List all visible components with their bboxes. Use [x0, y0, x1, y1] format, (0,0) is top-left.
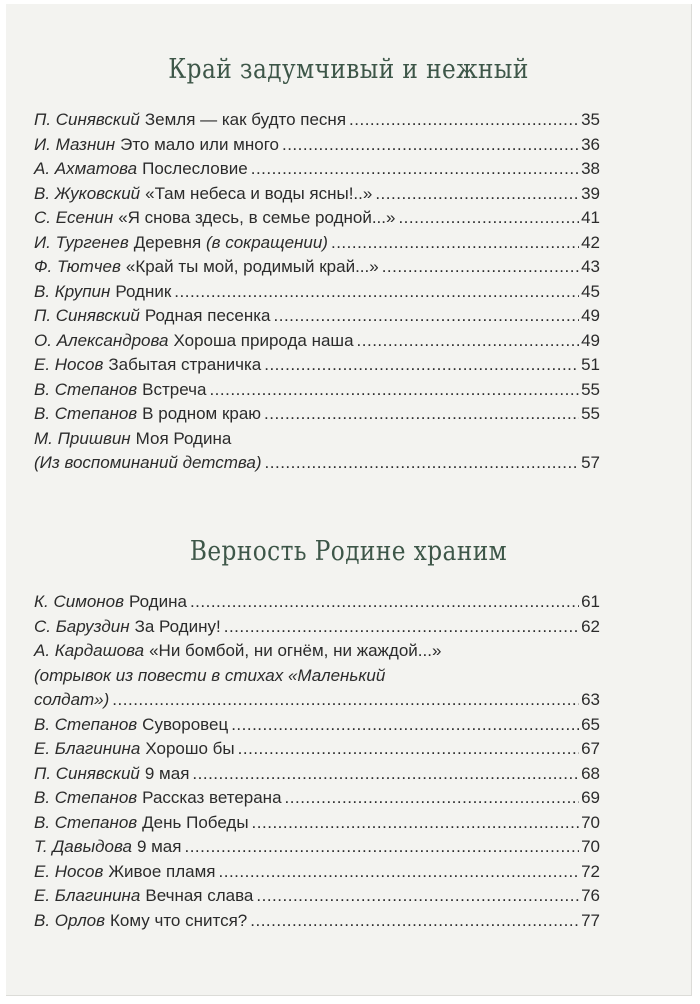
entry-title: Встреча	[142, 379, 207, 399]
entry-author: Е. Носов	[34, 355, 104, 374]
entry-page: 63	[581, 690, 600, 709]
section-title-1: Край задумчивый и нежный	[168, 54, 529, 85]
entry-page: 43	[581, 257, 600, 276]
entry-title	[134, 233, 328, 253]
entry-title: Забытая страничка	[108, 355, 262, 374]
toc-entry	[34, 641, 600, 666]
entry-title: Родина	[129, 592, 187, 611]
entry-page: 62	[581, 616, 600, 636]
entry-page: 77	[581, 910, 600, 930]
entry-page: 76	[581, 886, 600, 905]
toc-entry	[34, 764, 600, 789]
entry-page: 57	[581, 453, 600, 472]
toc-entry	[34, 429, 600, 454]
entry-author: И. Мазнин	[34, 134, 116, 154]
toc-entry	[34, 208, 600, 233]
toc-entry	[34, 306, 600, 331]
toc-entry	[34, 282, 600, 307]
entry-author: Т. Давыдова	[34, 837, 132, 856]
leader-dots	[190, 592, 579, 612]
entry-title: Это мало или много	[120, 134, 279, 154]
entry-author: Е. Благинина	[34, 739, 141, 758]
toc-entry	[34, 886, 600, 911]
entry-page: 36	[581, 134, 600, 154]
toc-entry	[34, 813, 600, 838]
toc-entry-continuation	[34, 453, 600, 478]
entry-title-main: Деревня	[133, 232, 202, 252]
entry-title: Вечная слава	[145, 886, 254, 905]
toc-entry	[34, 911, 600, 936]
entry-page: 51	[581, 355, 600, 374]
entry-page: 61	[581, 592, 600, 611]
leader-dots	[285, 788, 580, 808]
entry-author: С. Есенин	[34, 208, 114, 227]
entry-author: В. Жуковский	[34, 183, 141, 203]
entry-author: С. Баруздин	[34, 616, 130, 636]
toc-entry	[34, 331, 600, 356]
toc-entry-continuation	[34, 666, 600, 691]
entry-title: Родная песенка	[144, 306, 271, 325]
toc-entry	[34, 788, 600, 813]
leader-dots	[231, 715, 579, 735]
entry-title: Родник	[115, 281, 172, 301]
entry-author: Е. Благинина	[34, 886, 141, 905]
entry-page: 55	[581, 404, 600, 423]
entry-page: 72	[581, 861, 600, 881]
entry-author: В. Степанов	[34, 404, 138, 423]
entry-title: Кому что снится?	[110, 910, 248, 930]
leader-dots	[282, 135, 579, 155]
toc-entry	[34, 739, 600, 764]
entry-author: М. Пришвин	[34, 428, 131, 448]
toc-entry-continuation	[34, 690, 600, 715]
book-page	[6, 4, 692, 996]
leader-dots	[375, 184, 579, 204]
toc-entry	[34, 592, 600, 617]
leader-dots	[192, 764, 579, 784]
leader-dots	[238, 739, 579, 759]
entry-page: 35	[581, 110, 600, 129]
leader-dots	[264, 404, 579, 424]
entry-title: Хороша природа наша	[173, 330, 354, 350]
toc-entry	[34, 862, 600, 887]
entry-page: 68	[581, 763, 600, 783]
leader-dots	[274, 306, 580, 326]
toc-entry	[34, 184, 600, 209]
entry-author: А. Кардашова	[34, 641, 145, 660]
toc-entry	[34, 135, 600, 160]
leader-dots	[184, 837, 579, 857]
entry-continuation: (Из воспоминаний детства)	[34, 453, 262, 472]
entry-page: 39	[581, 183, 600, 203]
entry-author: Ф. Тютчев	[34, 257, 121, 276]
toc-entry	[34, 159, 600, 184]
leader-dots	[357, 331, 580, 351]
entry-title: Живое пламя	[108, 861, 216, 881]
entry-title: «Край ты мой, родимый край...»	[125, 257, 379, 276]
entry-page: 45	[581, 281, 600, 301]
toc-entry	[34, 355, 600, 380]
entry-continuation: солдат»)	[34, 690, 110, 709]
entry-author: В. Орлов	[34, 910, 106, 930]
entry-page: 69	[581, 788, 600, 807]
entry-title: Суворовец	[142, 714, 229, 734]
entry-title: «Там небеса и воды ясны!..»	[145, 183, 373, 203]
entry-page: 67	[581, 739, 600, 758]
entry-title: Хорошо бы	[145, 739, 235, 758]
entry-author: В. Степанов	[34, 812, 138, 832]
toc-entry	[34, 715, 600, 740]
entry-continuation: (отрывок из повести в стихах «Маленький	[34, 665, 386, 685]
entry-title: Моя Родина	[135, 428, 232, 448]
entry-title: 9 мая	[136, 837, 182, 856]
toc-section-2	[34, 592, 600, 935]
entry-page: 49	[581, 306, 600, 325]
entry-author: О. Александрова	[34, 330, 169, 350]
entry-author: А. Ахматова	[34, 159, 138, 178]
entry-title: Рассказ ветерана	[142, 788, 282, 807]
leader-dots	[264, 355, 579, 375]
toc-entry	[34, 617, 600, 642]
entry-title: День Победы	[142, 812, 249, 832]
entry-author: К. Симонов	[34, 592, 124, 611]
leader-dots	[331, 233, 579, 253]
entry-page: 65	[581, 714, 600, 734]
toc-entry	[34, 257, 600, 282]
leader-dots	[398, 208, 579, 228]
toc-entry	[34, 837, 600, 862]
entry-title: В родном краю	[142, 404, 262, 423]
entry-page: 70	[581, 812, 600, 832]
entry-page: 41	[581, 208, 600, 227]
entry-page: 38	[581, 159, 600, 178]
entry-author: И. Тургенев	[34, 232, 129, 252]
entry-author: Е. Носов	[34, 861, 104, 881]
leader-dots	[209, 380, 579, 400]
entry-author: В. Степанов	[34, 379, 138, 399]
entry-title: За Родину!	[134, 616, 221, 636]
entry-author: В. Крупин	[34, 281, 111, 301]
entry-author: В. Степанов	[34, 788, 138, 807]
entry-page: 70	[581, 837, 600, 856]
entry-title-note: (в сокращении)	[205, 232, 328, 252]
leader-dots	[219, 862, 580, 882]
section-title-2: Верность Родине храним	[189, 536, 508, 567]
leader-dots	[265, 453, 580, 473]
entry-author: П. Синявский	[34, 763, 140, 783]
leader-dots	[250, 911, 579, 931]
entry-title: «Ни бомбой, ни огнём, ни жаждой...»	[149, 641, 442, 660]
leader-dots	[251, 159, 579, 179]
leader-dots	[112, 690, 579, 710]
leader-dots	[349, 110, 579, 130]
toc-entry	[34, 380, 600, 405]
leader-dots	[382, 257, 579, 277]
toc-entry	[34, 404, 600, 429]
leader-dots	[224, 617, 579, 637]
toc-entry	[34, 110, 600, 135]
entry-title: «Я снова здесь, в семье родной...»	[118, 208, 396, 227]
entry-title: Земля — как будто песня	[144, 110, 347, 129]
entry-title: Послесловие	[142, 159, 248, 178]
entry-page: 42	[581, 232, 600, 252]
entry-title: 9 мая	[144, 763, 190, 783]
entry-page: 55	[581, 379, 600, 399]
toc-entry	[34, 233, 600, 258]
entry-author: П. Синявский	[34, 306, 140, 325]
entry-author: П. Синявский	[34, 110, 140, 129]
leader-dots	[252, 813, 580, 833]
leader-dots	[256, 886, 579, 906]
toc-section-1	[34, 110, 600, 478]
leader-dots	[174, 282, 579, 302]
entry-page: 49	[581, 330, 600, 350]
entry-author: В. Степанов	[34, 714, 138, 734]
